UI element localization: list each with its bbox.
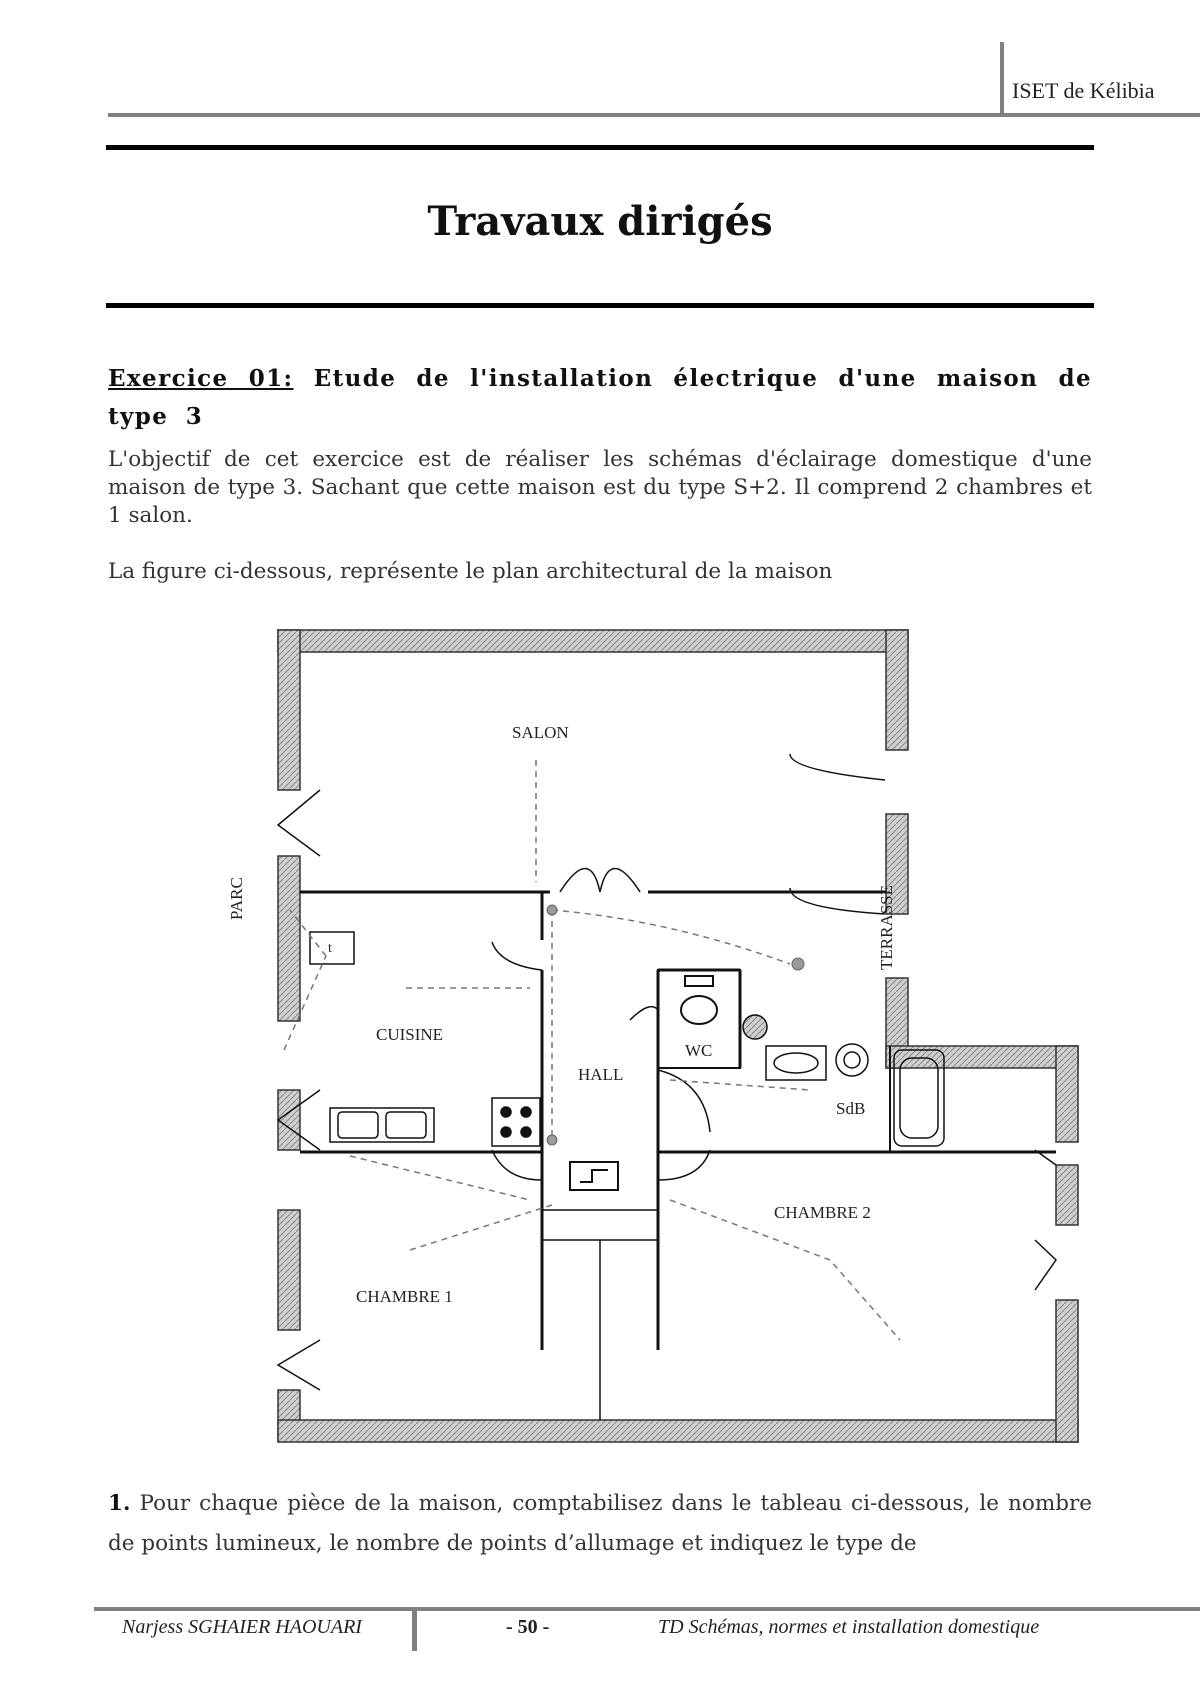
question-1 <box>108 1484 1092 1564</box>
room-label-cuisine: CUISINE <box>376 1025 444 1044</box>
room-label-hall: HALL <box>578 1065 624 1084</box>
question-1-text: Pour chaque pièce de la maison, comptabilisez dans le tableau ci-dessous, le nombre de points lumineux, le nombre de points d’allumage et indiquez le type de <box>108 1491 1092 1556</box>
header-divider-horizontal <box>108 113 1200 117</box>
question-1-number: 1. <box>108 1491 131 1516</box>
title-rule-top <box>106 145 1094 150</box>
footer-divider-vertical <box>412 1607 417 1651</box>
wiring-lines <box>284 760 900 1340</box>
interior-walls <box>300 892 1056 1420</box>
footer-page-number: - 50 - <box>506 1616 550 1638</box>
header-divider-vertical <box>1000 42 1004 114</box>
header-institution: ISET de Kélibia <box>1012 78 1155 103</box>
room-label-chambre2: CHAMBRE 2 <box>774 1203 871 1222</box>
exercise-intro: L'objectif de cet exercice est de réaliser les schémas d'éclairage domestique d'une maison de type 3. Sachant que cette maison est du type S+2. Il comprend 2 chambres et 1 salon. <box>108 447 1092 528</box>
exercise-label: Exercice 01: <box>108 365 294 392</box>
room-label-sdb: SdB <box>836 1099 866 1118</box>
title-rule-bottom <box>106 303 1094 308</box>
footer-course-title: TD Schémas, normes et installation domestique <box>658 1616 1040 1638</box>
page-title: Travaux dirigés <box>427 198 773 245</box>
room-label-chambre1: CHAMBRE 1 <box>356 1287 453 1306</box>
exercise-heading <box>108 360 1092 436</box>
symbol-t: t <box>328 941 332 956</box>
bathroom-fixtures <box>743 1015 944 1146</box>
room-label-wc: WC <box>685 1041 713 1060</box>
outside-label-terrasse: TERRASSE <box>877 884 896 970</box>
footer-divider-horizontal <box>94 1607 1200 1611</box>
outside-label-parc: PARC <box>227 877 246 920</box>
stair-symbol <box>570 1162 618 1190</box>
room-label-salon: SALON <box>512 723 569 742</box>
floor-plan <box>227 620 1070 1450</box>
figure-caption: La figure ci-dessous, représente le plan architectural de la maison <box>108 559 833 584</box>
footer-author: Narjess SGHAIER HAOUARI <box>122 1616 362 1638</box>
exercise-title: Etude de l'installation électrique d'une maison de type 3 <box>108 365 1092 430</box>
